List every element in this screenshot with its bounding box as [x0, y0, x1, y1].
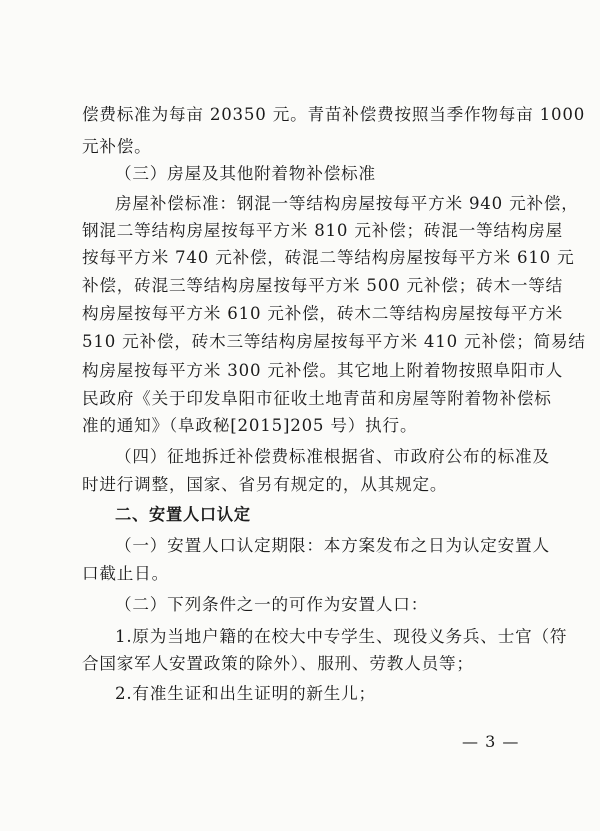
page-number: — 3 —: [462, 732, 520, 751]
text-line: 510 元补偿，砖木三等结构房屋按每平方米 410 元补偿；简易结: [82, 332, 586, 351]
section-heading: 二、安置人口认定: [115, 505, 251, 524]
text-line: （一）安置人口认定期限：本方案发布之日为认定安置人: [115, 536, 550, 555]
text-line: 时进行调整，国家、省另有规定的，从其规定。: [82, 475, 448, 494]
text-line: 按每平方米 740 元补偿，砖混二等结构房屋按每平方米 610 元: [82, 248, 575, 267]
section-heading: （三）房屋及其他附着物补偿标准: [115, 164, 376, 183]
text-line: 合国家军人安置政策的除外）、服刑、劳教人员等；: [82, 654, 474, 673]
text-line: 1.原为当地户籍的在校大中专学生、现役义务兵、士官（符: [115, 627, 568, 646]
text-line: （二）下列条件之一的可作为安置人口：: [115, 595, 429, 614]
text-line: 补偿，砖混三等结构房屋按每平方米 500 元补偿；砖木一等结: [82, 276, 564, 295]
text-line: 构房屋按每平方米 610 元补偿，砖木二等结构房屋按每平方米: [82, 304, 564, 323]
text-line: 口截止日。: [82, 564, 169, 583]
text-line: 钢混二等结构房屋按每平方米 810 元补偿；砖混一等结构房屋: [82, 221, 564, 240]
text-line: 偿费标准为每亩 20350 元。青苗补偿费按照当季作物每亩 1000: [82, 105, 586, 124]
text-line: 房屋补偿标准：钢混一等结构房屋按每平方米 940 元补偿，: [115, 194, 579, 213]
text-line: 元补偿。: [82, 137, 152, 156]
text-line: （四）征地拆迁补偿费标准根据省、市政府公布的标准及: [115, 447, 550, 466]
text-line: 2.有准生证和出生证明的新生儿；: [115, 684, 376, 703]
text-line: 民政府《关于印发阜阳市征收土地青苗和房屋等附着物补偿标: [82, 389, 552, 408]
text-line: 构房屋按每平方米 300 元补偿。其它地上附着物按照阜阳市人: [82, 361, 564, 380]
text-line: 准的通知》（阜政秘[2015]205 号）执行。: [82, 416, 418, 435]
